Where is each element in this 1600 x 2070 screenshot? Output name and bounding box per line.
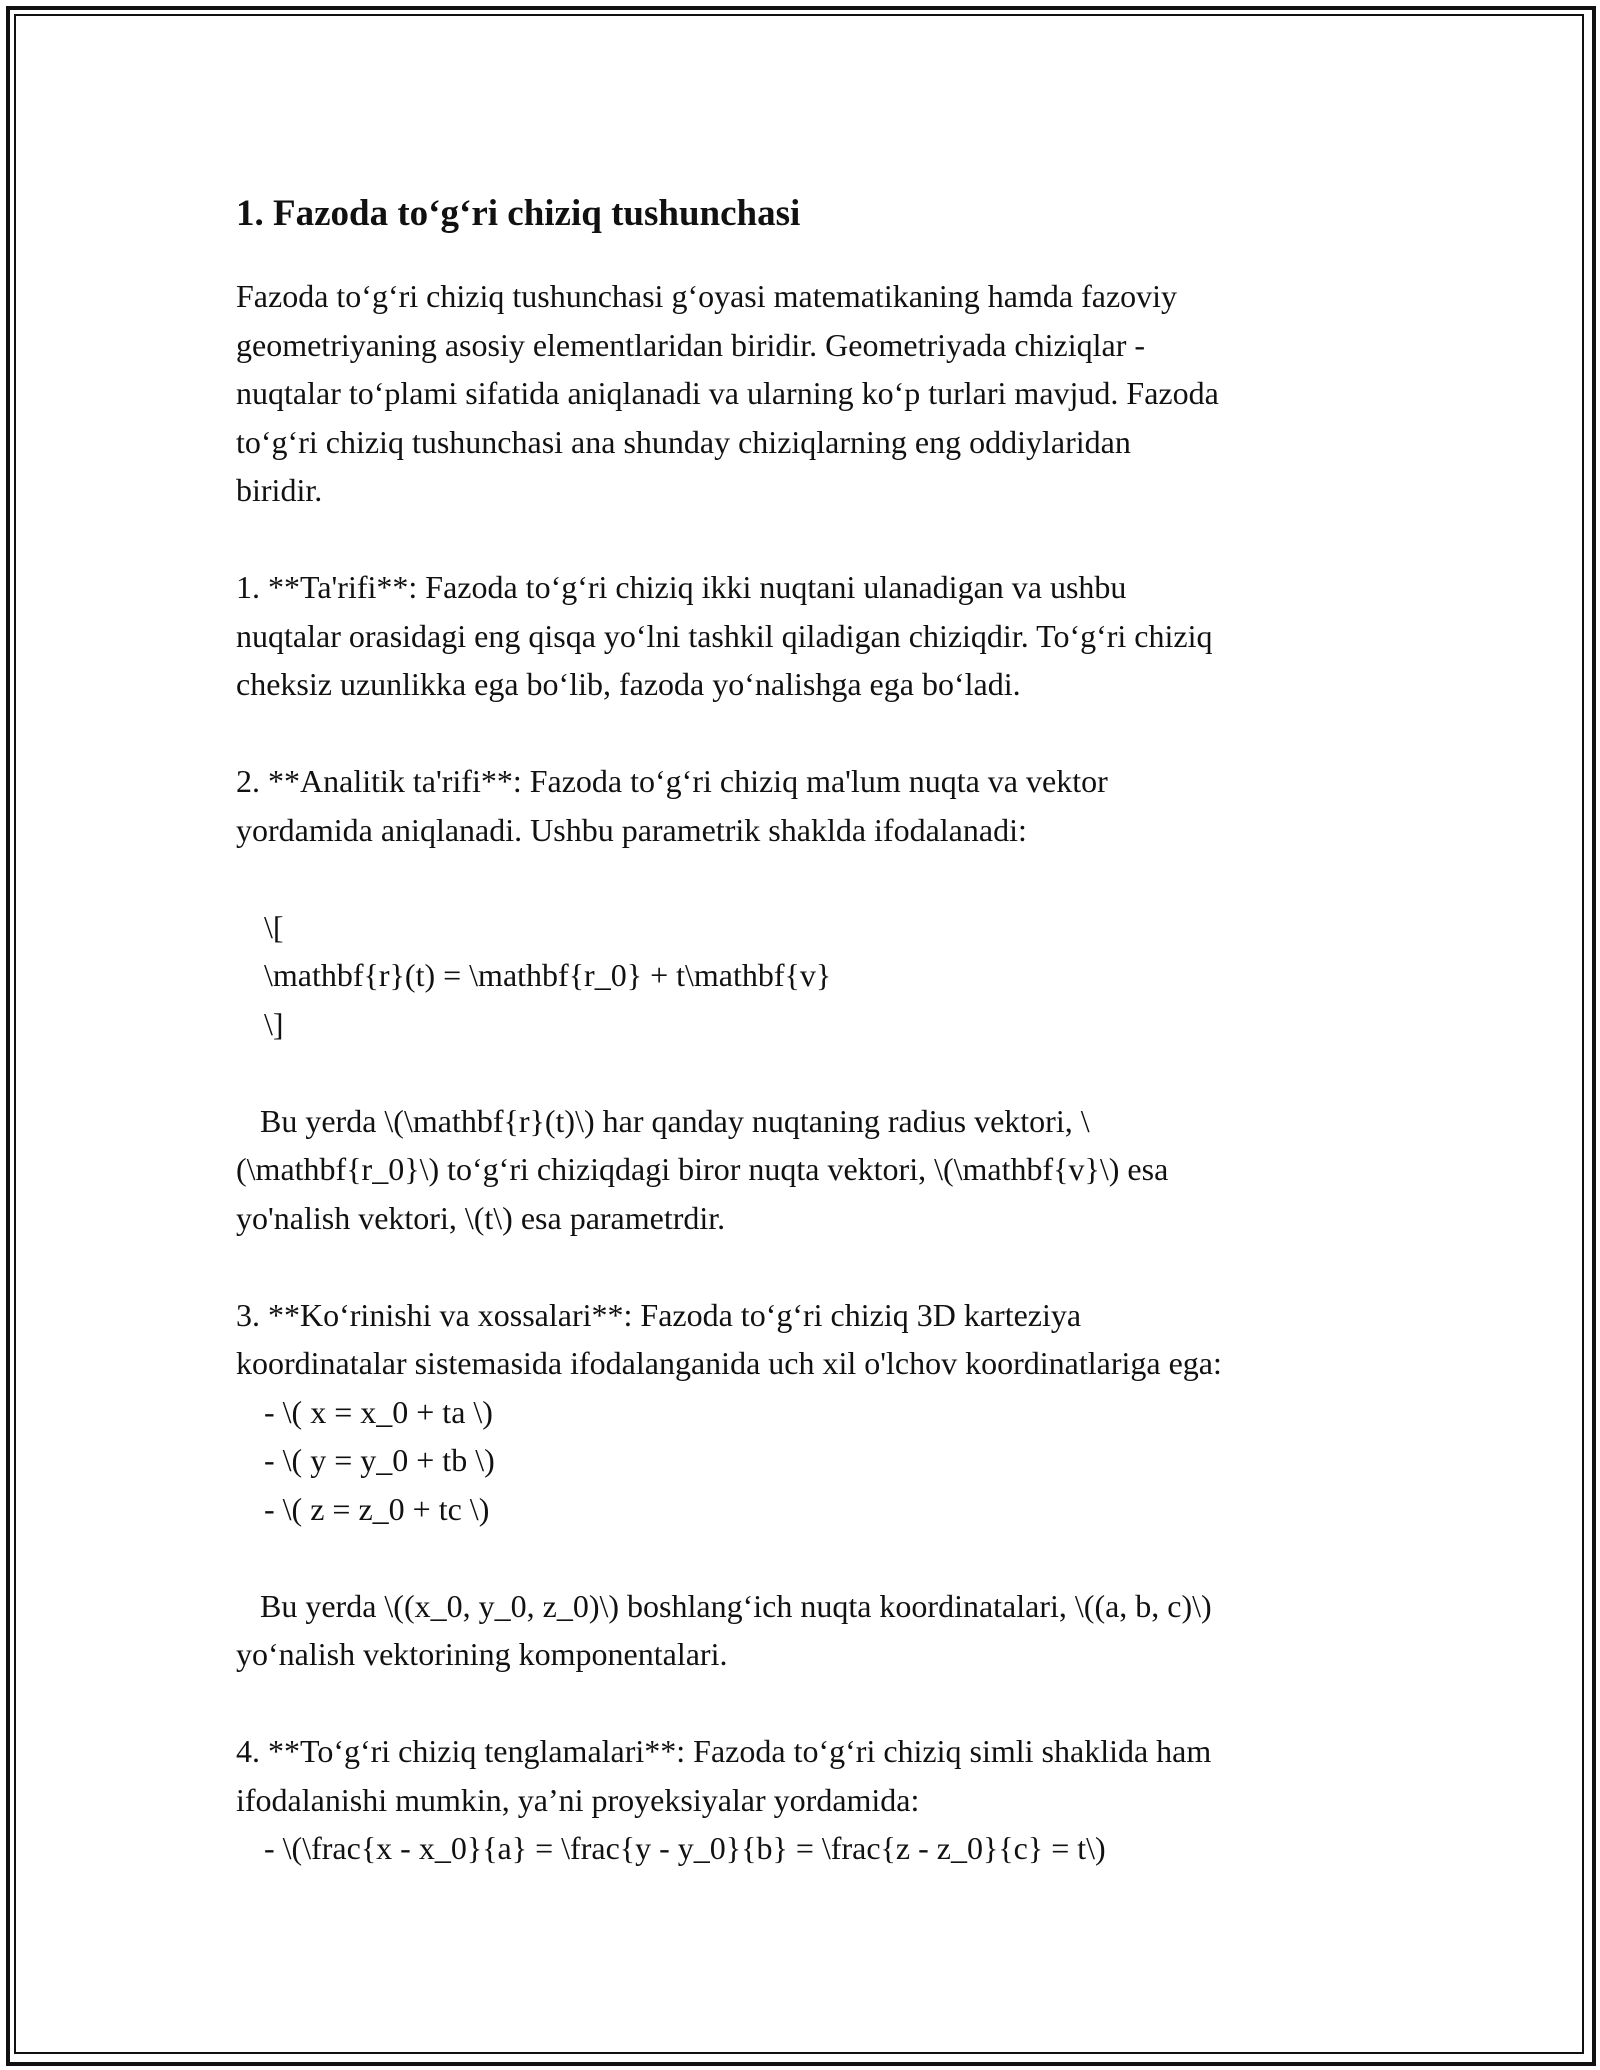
paragraph-gap — [236, 515, 1376, 564]
formula-open: \[ — [264, 908, 284, 945]
paragraph-gap — [236, 709, 1376, 758]
formula-body: \mathbf{r}(t) = \mathbf{r_0} + t\mathbf{v} — [264, 957, 832, 993]
paragraph-gap — [236, 1679, 1376, 1728]
equations-item: 4. **To‘g‘ri chiziq tenglamalari**: Fazoda to‘g‘ri chiziq simli shaklida ham ifodalanishi mumkin, ya’ni proyeksiyalar yordamida: — [236, 1733, 1212, 1818]
analytic-definition-item: 2. **Analitik ta'rifi**: Fazoda to‘g‘ri chiziq ma'lum nuqta va vektor yordamida aniqlanadi. Ushbu parametrik shakldа ifodalanadi: — [236, 763, 1108, 848]
formula-explanation: Bu yerda \(\mathbf{r}(t)\) har qanday nuqtaning radius vektori, \ (\mathbf{r_0}\) to‘g‘ri chiziqdagi biror nuqta vektori, \(\mathbf{v}\) esa yo'nalish vektori, \(t\) esa parametrdir. — [236, 1102, 1169, 1236]
paragraph-gap — [236, 1048, 1376, 1097]
properties-item: 3. **Ko‘rinishi va xossalari**: Fazoda to‘g‘ri chiziq 3D karteziya koordinatalar sistemasida ifodalanganida uch xil o'lchov koordinatlariga ega: — [236, 1296, 1222, 1381]
definition-item: 1. **Ta'rifi**: Fazoda to‘g‘ri chiziq ikki nuqtani ulanadigan va ushbu nuqtalar orasidagi eng qisqa yo‘lni tashkil qiladigan chiziqdir. To‘g‘ri chiziq cheksiz uzunlikka ega bo‘lib, fazoda yo‘nalishga ega bo‘ladi. — [236, 569, 1213, 702]
intro-paragraph: Fazoda to‘g‘ri chiziq tushunchasi g‘oyasi matematikaning hamda fazoviy geometriyaning asosiy elementlaridan biridir. Geometriyada chiziqlar - nuqtalar to‘plami sifatida aniqlanadi va ularning ko‘p turlari mavjud. Fazoda to‘g‘ri chiziq tushunchasi ana shunday chiziqlarning eng oddiylaridan biridir. — [236, 278, 1219, 508]
coordinate-equation-y: - \( y = y_0 + tb \) — [264, 1442, 495, 1478]
paragraph-gap — [236, 1242, 1376, 1291]
coordinates-explanation: Bu yerda \((x_0, y_0, z_0)\) boshlang‘ich nuqta koordinatalari, \((a, b, c)\) yo‘nalish vektorining komponentalari. — [236, 1587, 1212, 1672]
coordinate-equation-x: - \( x = x_0 + ta \) — [264, 1393, 493, 1430]
canonical-equation: - \(\frac{x - x_0}{a} = \frac{y - y_0}{b} = \frac{z - z_0}{c} = t\) — [264, 1830, 1106, 1866]
formula-close: \] — [264, 1005, 284, 1042]
coordinate-equation-z: - \( z = z_0 + tc \) — [264, 1490, 490, 1527]
paragraph-gap — [236, 1533, 1376, 1582]
section-heading: 1. Fazoda to‘g‘ri chiziq tushunchasi — [236, 193, 801, 234]
paragraph-gap — [236, 854, 1376, 903]
document-body — [236, 186, 1376, 1873]
